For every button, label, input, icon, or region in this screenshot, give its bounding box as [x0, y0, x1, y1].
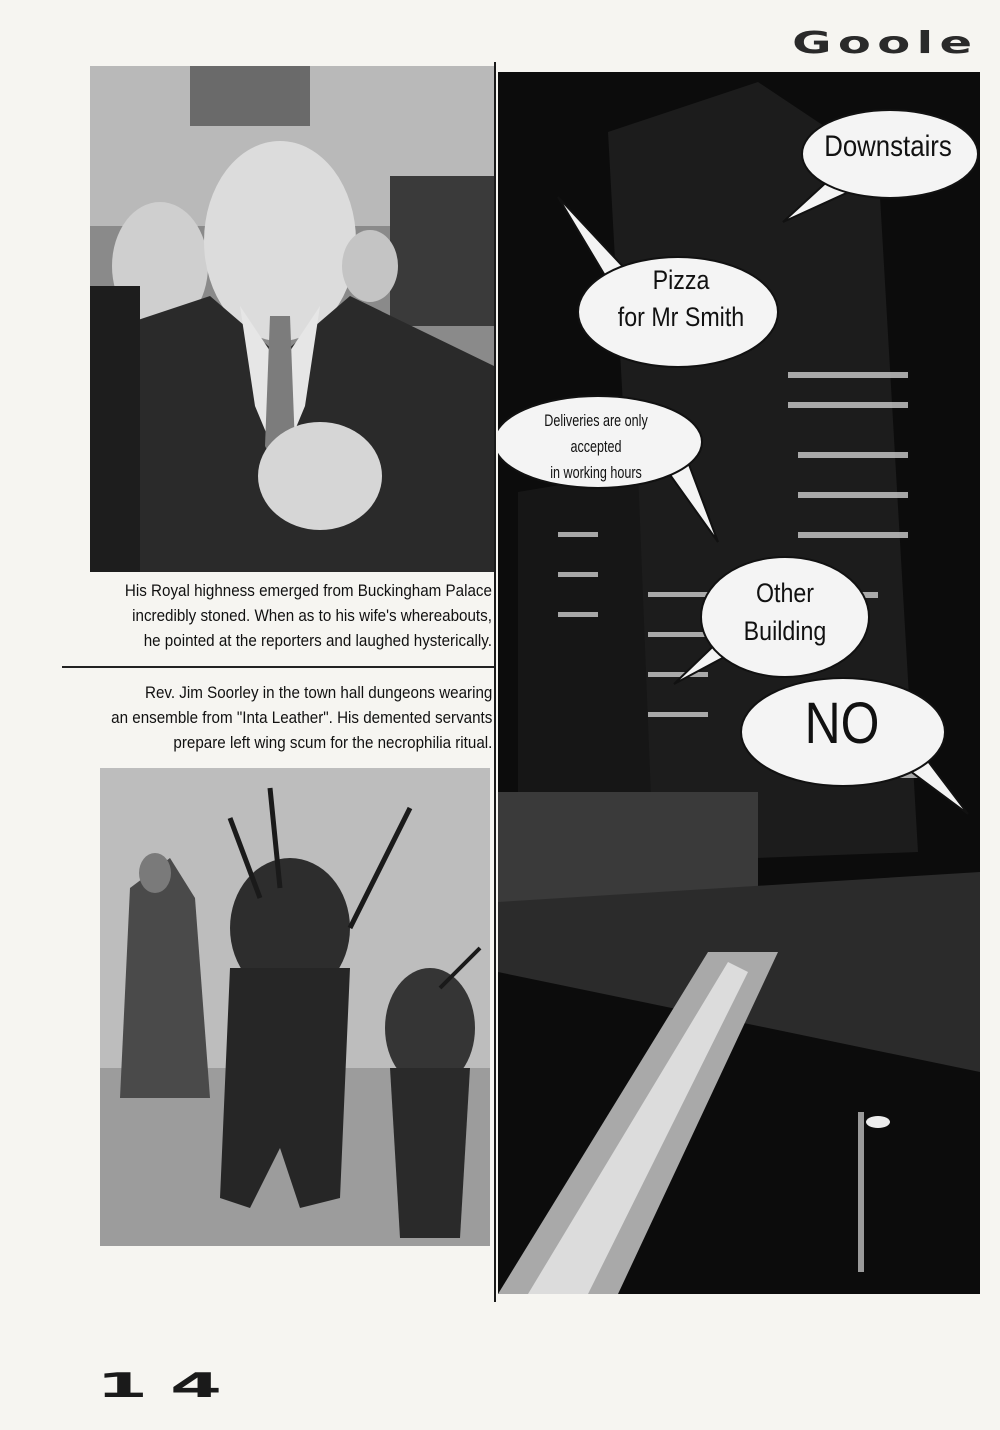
- speech-bubble-no: NO: [804, 691, 880, 756]
- speech-bubble-other-building: [721, 574, 850, 650]
- speech-bubble-downstairs: Downstairs: [824, 130, 952, 163]
- bubble-line: Deliveries are only accepted: [544, 411, 648, 456]
- royal-caption: [125, 579, 492, 654]
- caption-line: prepare left wing scum for the necrophilia ritual.: [173, 734, 492, 752]
- bubble-line: Building: [743, 616, 827, 646]
- caption-divider: [62, 666, 494, 668]
- bubble-line: in working hours: [550, 463, 642, 482]
- masthead-title: Goole: [791, 26, 978, 61]
- speech-bubble-pizza: [610, 262, 753, 336]
- column-divider: [494, 62, 496, 1302]
- skyscraper-photo: [498, 72, 980, 1294]
- royal-photo: [90, 66, 494, 572]
- bubble-line: Other: [755, 578, 815, 608]
- caption-line: Rev. Jim Soorley in the town hall dungeons wearing: [144, 684, 492, 702]
- caption-line: an ensemble from "Inta Leather". His demented servants: [110, 709, 492, 727]
- caption-line: His Royal highness emerged from Buckingham Palace: [124, 582, 492, 600]
- speech-bubble-deliveries: [523, 408, 668, 486]
- caption-line: incredibly stoned. When as to his wife's whereabouts,: [132, 607, 492, 625]
- page-number: 14: [96, 1366, 245, 1406]
- bubble-line: for Mr Smith: [617, 302, 745, 332]
- bubble-line: Pizza: [652, 265, 710, 295]
- dungeon-photo: [100, 768, 490, 1246]
- dungeon-caption: [111, 681, 492, 756]
- caption-line: he pointed at the reporters and laughed hysterically.: [143, 632, 493, 650]
